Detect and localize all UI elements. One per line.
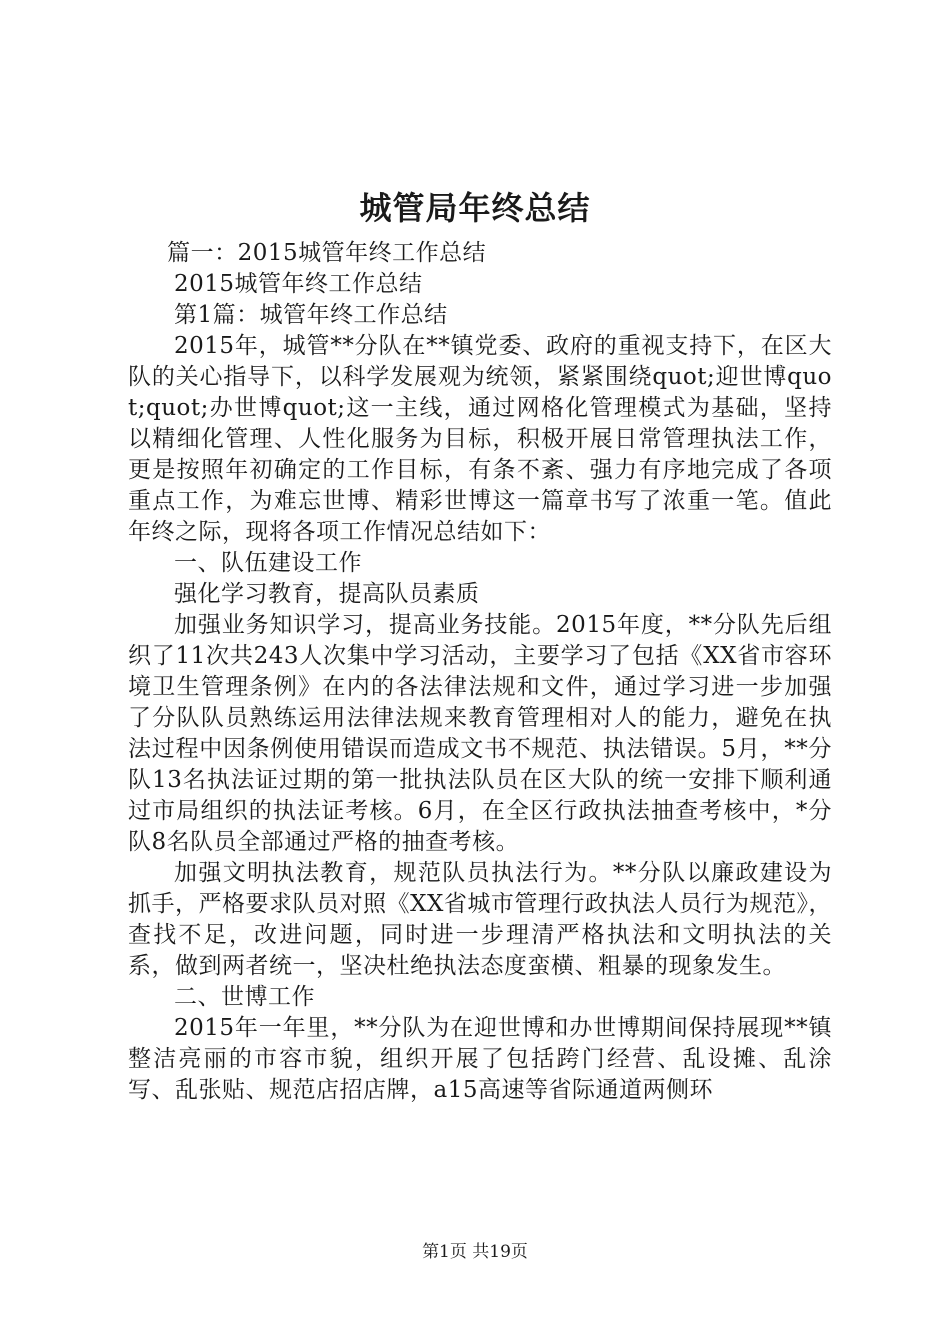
paragraph-intro: 2015年，城管**分队在**镇党委、政府的重视支持下，在区大队的关心指导下，以科学发展观为统领，紧紧围绕quot;迎世博quot;quot;办世博quot;这一主线，通过网格化管理模式为基础，坚持以精细化管理、人性化服务为目标，积极开展日常管理执法工作，更是按照年初确定的工作目标，有条不紊、强力有序地完成了各项重点工作，为难忘世博、精彩世博这一篇章书写了浓重一笔。值此年终之际，现将各项工作情况总结如下： bbox=[128, 333, 832, 545]
paragraph-expo: 2015年一年里，**分队为在迎世博和办世博期间保持展现**镇整洁亮丽的市容市貌，组织开展了包括跨门经营、乱设摊、乱涂写、乱张贴、规范店招店牌，a15高速等省际通道两侧环 bbox=[128, 1015, 832, 1103]
document-body bbox=[128, 238, 832, 1106]
subsection-heading-study: 强化学习教育，提高队员素质 bbox=[174, 581, 480, 607]
paragraph-heading-part1: 篇一：2015城管年终工作总结 bbox=[167, 240, 487, 266]
paragraph-chapter-heading: 第1篇：城管年终工作总结 bbox=[174, 302, 448, 328]
section-heading-team: 一、队伍建设工作 bbox=[174, 550, 362, 576]
paragraph-study: 加强业务知识学习，提高业务技能。2015年度，**分队先后组织了11次共243人次集中学习活动，主要学习了包括《XX省市容环境卫生管理条例》在内的各法律法规和文件，通过学习进一步加强了分队队员熟练运用法律法规来教育管理相对人的能力，避免在执法过程中因条例使用错误而造成文书不规范、执法错误。5月，**分队13名执法证过期的第一批执法队员在区大队的统一安排下顺利通过市局组织的执法证考核。6月，在全区行政执法抽查考核中，*分队8名队员全部通过严格的抽查考核。 bbox=[128, 612, 832, 855]
document-title: 城管局年终总结 bbox=[359, 189, 591, 227]
paragraph-civil-enforcement: 加强文明执法教育，规范队员执法行为。**分队以廉政建设为抓手，严格要求队员对照《XX省城市管理行政执法人员行为规范》，查找不足，改进问题，同时进一步理清严格执法和文明执法的关系，做到两者统一，坚决杜绝执法态度蛮横、粗暴的现象发生。 bbox=[128, 860, 832, 979]
section-heading-expo: 二、世博工作 bbox=[174, 984, 315, 1010]
paragraph-subtitle: 2015城管年终工作总结 bbox=[174, 271, 423, 297]
page-footer: 第1页 共19页 bbox=[422, 1242, 528, 1262]
